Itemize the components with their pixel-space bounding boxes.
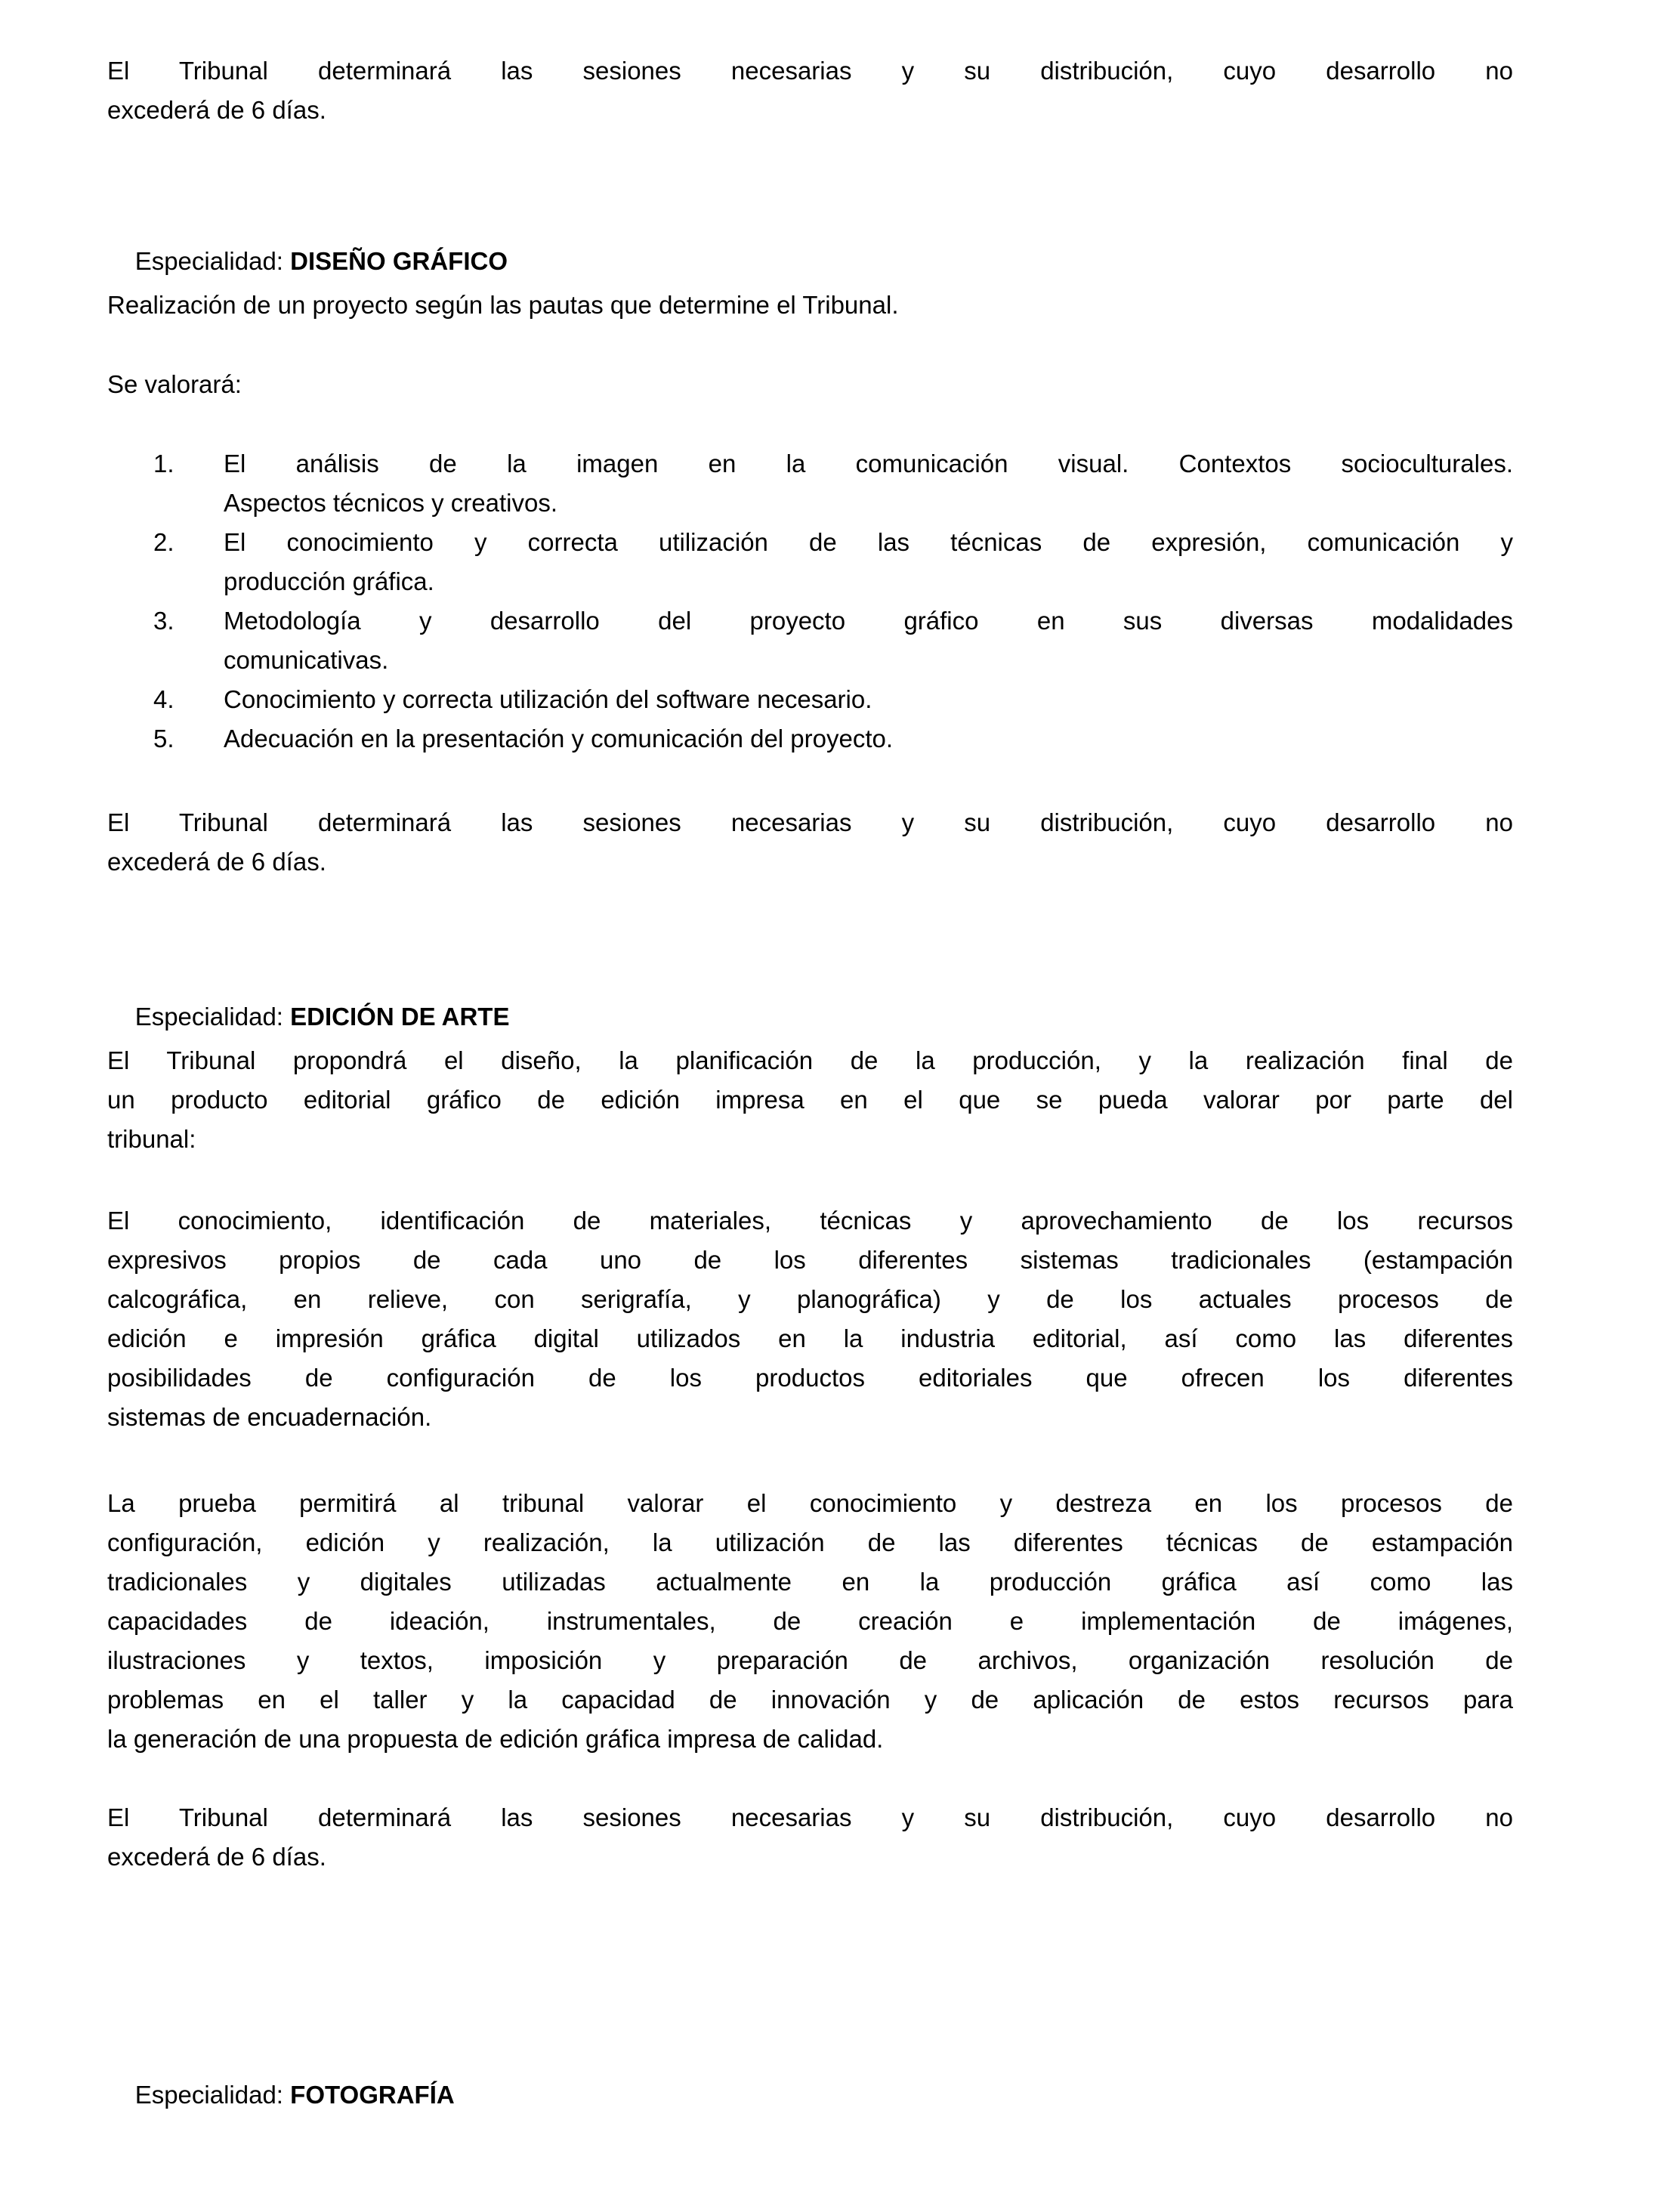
list-item-text [224,601,1513,680]
text-line: El conocimiento y correcta utilización de las técnicas de expresión, comunicación y [224,528,1513,556]
specialty-name: DISEÑO GRÁFICO [290,247,508,275]
list-item [107,523,1513,601]
specialty-name: FOTOGRAFÍA [290,2081,455,2109]
list-item-text [224,444,1513,523]
list-item [107,444,1513,523]
text-line: excederá de 6 días. [107,848,326,876]
text-line: Aspectos técnicos y creativos. [224,489,558,517]
list-item [107,680,1513,719]
text-line: Metodología y desarrollo del proyecto gráfico en sus diversas modalidades [224,607,1513,635]
text-line: El Tribunal determinará las sesiones necesarias y su distribución, cuyo desarrollo no [107,57,1513,85]
text-line: la generación de una propuesta de edición gráfica impresa de calidad. [107,1725,884,1753]
text-line: Se valorará: [107,370,242,398]
text-line: capacidades de ideación, instrumentales, de creación e implementación de imágenes, [107,1607,1513,1635]
text-line: La prueba permitirá al tribunal valorar el conocimiento y destreza en los procesos de [107,1489,1513,1517]
text-line: posibilidades de configuración de los productos editoriales que ofrecen los diferentes [107,1364,1513,1392]
heading-prefix: Especialidad: [134,1003,291,1031]
paragraph-conocimiento-materiales [107,1201,1513,1437]
paragraph-tribunal-sessions-1 [107,51,1513,130]
list-item-number: 3. [153,607,174,635]
text-line: tradicionales y digitales utilizadas actualmente en la producción gráfica así como las [107,1568,1513,1596]
text-line: configuración, edición y realización, la utilización de las diferentes técnicas de estampación [107,1528,1513,1556]
list-item-text [224,680,1513,719]
text-line: un producto editorial gráfico de edición impresa en el que se pueda valorar por parte del [107,1086,1513,1114]
text-line: Realización de un proyecto según las pautas que determine el Tribunal. [107,291,899,319]
list-item-text [224,719,1513,759]
text-line: expresivos propios de cada uno de los diferentes sistemas tradicionales (estampación [107,1246,1513,1274]
list-item-number: 4. [153,685,174,713]
list-item-number: 2. [153,528,174,556]
heading-prefix: Especialidad: [134,2081,291,2109]
paragraph-tribunal-sessions-2 [107,803,1513,882]
text-line: excederá de 6 días. [107,96,326,124]
text-line: tribunal: [107,1125,196,1153]
heading-prefix: Especialidad: [134,247,291,275]
text-line: sistemas de encuadernación. [107,1403,432,1431]
paragraph-tribunal-propondra [107,1041,1513,1159]
text-line: calcográfica, en relieve, con serigrafía, y planográfica) y de los actuales procesos de [107,1285,1513,1313]
list-item-text [224,523,1513,601]
text-line: El Tribunal propondrá el diseño, la planificación de la producción, y la realización final de [107,1046,1513,1074]
list-item [107,601,1513,680]
text-line: comunicativas. [224,646,389,674]
paragraph-se-valorara [107,365,1513,404]
criteria-numbered-list [107,444,1513,759]
text-line: problemas en el taller y la capacidad de innovación y de aplicación de estos recursos para [107,1686,1513,1714]
paragraph-prueba-permitira [107,1484,1513,1759]
text-line: El Tribunal determinará las sesiones necesarias y su distribución, cuyo desarrollo no [107,1803,1513,1831]
text-line: Conocimiento y correcta utilización del software necesario. [224,685,872,713]
text-line: ilustraciones y textos, imposición y preparación de archivos, organización resolución de [107,1646,1513,1674]
text-line: El conocimiento, identificación de materiales, técnicas y aprovechamiento de los recursos [107,1207,1513,1235]
specialty-name: EDICIÓN DE ARTE [290,1003,510,1031]
text-line: El análisis de la imagen en la comunicación visual. Contextos socioculturales. [224,450,1513,477]
text-line: edición e impresión gráfica digital utilizados en la industria editorial, así como las diferentes [107,1324,1513,1352]
text-line: producción gráfica. [224,567,434,595]
heading-especialidad-fotografia [107,2036,1513,2154]
text-line: Adecuación en la presentación y comunicación del proyecto. [224,725,894,753]
list-item-number: 1. [153,450,174,477]
text-line: excederá de 6 días. [107,1843,326,1871]
text-line: El Tribunal determinará las sesiones necesarias y su distribución, cuyo desarrollo no [107,808,1513,836]
list-item-number: 5. [153,725,174,753]
list-item [107,719,1513,759]
paragraph-realizacion-proyecto [107,286,1513,325]
paragraph-tribunal-sessions-3 [107,1798,1513,1877]
